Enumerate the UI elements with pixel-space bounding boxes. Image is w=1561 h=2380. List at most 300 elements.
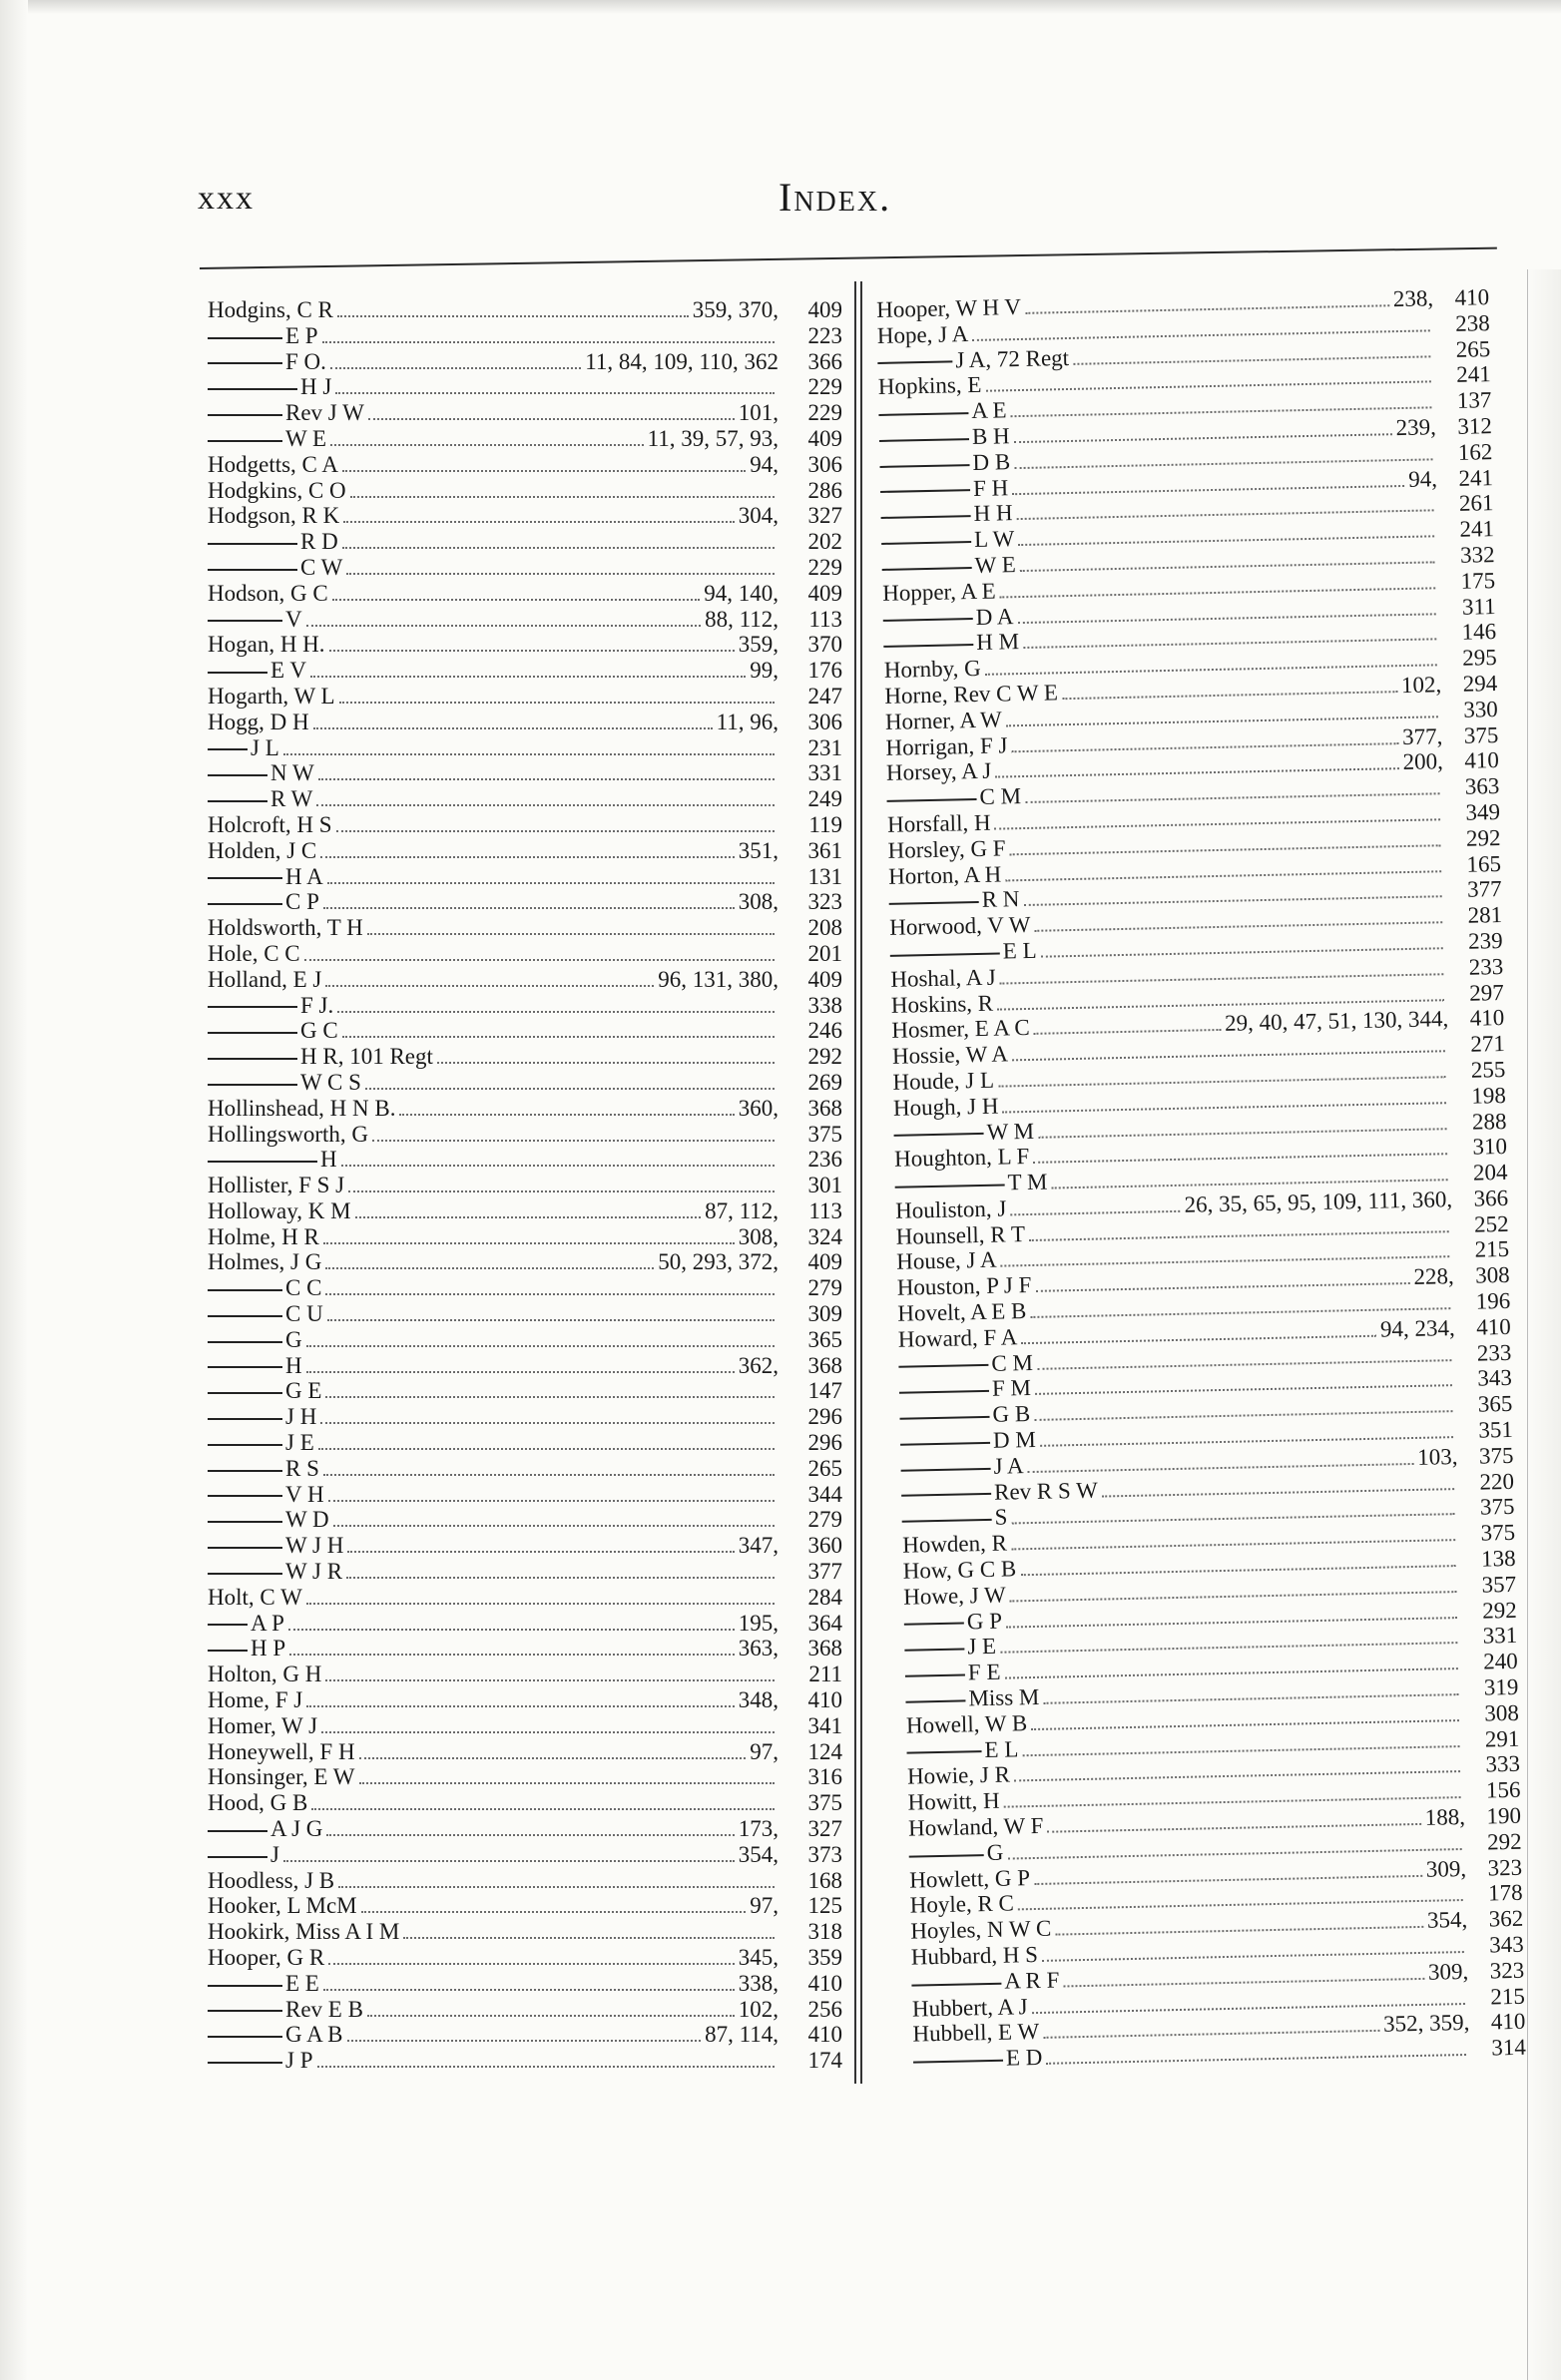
repeat-surname-dash	[895, 1184, 1005, 1188]
entry-name-text: J E	[967, 1634, 997, 1660]
entry-refs: 363,	[738, 1636, 779, 1662]
repeat-surname-dash	[208, 877, 282, 879]
entry-name-text: Horsfall, H	[886, 809, 991, 837]
entry-name	[208, 1842, 279, 1868]
entry-name	[208, 1585, 302, 1611]
entry-name	[886, 783, 1021, 812]
entry-name-text: Rev R S W	[993, 1477, 1099, 1505]
entry-page: 330	[1463, 696, 1499, 722]
entry-page: 211	[808, 1662, 842, 1687]
index-entry	[208, 452, 842, 478]
entry-refs: 238,	[1392, 285, 1434, 312]
repeat-surname-dash	[208, 748, 248, 750]
entry-refs: 195,	[738, 1610, 779, 1636]
entry-name-text: G	[285, 1326, 302, 1352]
entry-name-text: Hubbert, A J	[911, 1993, 1028, 2022]
entry-name	[890, 964, 996, 992]
entry-page: 323	[807, 889, 842, 915]
entry-name	[905, 1684, 1039, 1713]
entry-page: 338	[807, 992, 842, 1018]
entry-page: 366	[807, 348, 842, 374]
repeat-surname-dash	[909, 1854, 984, 1858]
entry-name-text: Hossie, W A	[891, 1041, 1009, 1069]
index-entry	[208, 735, 842, 761]
repeat-surname-dash	[208, 2062, 282, 2064]
repeat-surname-dash	[905, 1699, 965, 1702]
entry-page: 306	[807, 451, 842, 477]
entry-name	[208, 1790, 307, 1816]
entry-page: 311	[1461, 593, 1496, 620]
entry-name	[208, 812, 332, 838]
entry-page: 292	[1486, 1828, 1522, 1855]
entry-page: 375	[1479, 1494, 1515, 1521]
entry-name-text: T M	[1007, 1169, 1048, 1195]
entry-name-text: Hoshal, A J	[890, 964, 996, 992]
entry-name-text: Holme, H R	[208, 1223, 319, 1249]
entry-refs: 359,	[738, 632, 779, 658]
repeat-surname-dash	[208, 543, 297, 545]
entry-name-text: B H	[971, 423, 1010, 450]
leader-dots	[317, 2066, 776, 2068]
entry-name	[885, 707, 1002, 734]
entry-name-text: Hollister, F S J	[208, 1173, 345, 1198]
entry-name	[887, 835, 1005, 863]
entry-page: 246	[807, 1018, 842, 1044]
entry-name-text: Homer, W J	[208, 1712, 318, 1738]
repeat-surname-dash	[900, 1416, 990, 1420]
entry-name-text: A J G	[270, 1816, 323, 1842]
leader-dots	[347, 2040, 702, 2042]
entry-name	[878, 372, 982, 400]
entry-name	[898, 1324, 1018, 1352]
entry-page: 410	[807, 1970, 842, 1996]
leader-dots	[346, 573, 775, 575]
entry-page: 410	[1454, 284, 1490, 310]
entry-refs: 347,	[738, 1533, 779, 1559]
entry-page: 308	[1484, 1699, 1520, 1726]
entry-name-text: G E	[285, 1378, 322, 1404]
entry-page: 296	[807, 1404, 842, 1430]
repeat-surname-dash	[208, 1521, 282, 1523]
entry-name	[208, 452, 338, 478]
entry-name-text: H H	[973, 500, 1013, 527]
repeat-surname-dash	[882, 567, 972, 571]
entry-name-text: Howard, F A	[897, 1324, 1018, 1352]
entry-name-text: N W	[270, 760, 314, 786]
index-entry	[208, 349, 842, 375]
leader-dots	[347, 1551, 734, 1553]
entry-name-text: R N	[981, 886, 1020, 913]
entry-refs: 173,	[738, 1816, 779, 1842]
entry-name-text: Holcroft, H S	[208, 811, 332, 837]
entry-name-text: H J	[300, 374, 332, 400]
leader-dots	[306, 1371, 735, 1373]
entry-refs: 101,	[738, 400, 779, 426]
entry-name	[208, 503, 339, 529]
index-entry	[208, 1842, 842, 1868]
index-entry	[208, 607, 842, 633]
leader-dots	[333, 1525, 775, 1527]
entry-page: 314	[1491, 2034, 1527, 2061]
entry-page: 362	[1488, 1905, 1524, 1932]
entry-name-text: Howell, W B	[905, 1709, 1028, 1738]
entry-page: 312	[1457, 413, 1493, 439]
entry-name	[208, 1327, 302, 1353]
repeat-surname-dash	[881, 515, 971, 519]
index-entry	[208, 555, 842, 581]
repeat-surname-dash	[883, 618, 973, 622]
entry-page: 327	[807, 1816, 842, 1842]
entry-name	[208, 941, 300, 967]
leader-dots	[316, 804, 775, 806]
entry-refs: 308,	[738, 1223, 779, 1249]
repeat-surname-dash	[208, 1985, 282, 1987]
repeat-surname-dash	[208, 362, 282, 364]
entry-refs: 11, 96,	[716, 709, 779, 734]
index-entry	[208, 1790, 842, 1816]
entry-name-text: Hooper, G R	[208, 1945, 325, 1970]
index-entry	[208, 864, 842, 890]
repeat-surname-dash	[208, 1830, 267, 1832]
leader-dots	[338, 1886, 775, 1888]
entry-refs: 96, 131, 380,	[658, 966, 779, 992]
repeat-surname-dash	[208, 620, 282, 622]
entry-name-text: Horne, Rev C W E	[884, 680, 1059, 709]
entry-name	[889, 912, 1031, 941]
entry-name-text: How, G C B	[902, 1556, 1017, 1584]
entry-name-text: Horsley, G F	[887, 835, 1006, 863]
index-entry	[208, 1018, 842, 1044]
repeat-surname-dash	[208, 1032, 297, 1034]
repeat-surname-dash	[902, 1519, 992, 1523]
index-entry	[208, 1687, 842, 1713]
repeat-surname-dash	[208, 1315, 282, 1317]
entry-name-text: G A B	[285, 2022, 343, 2048]
entry-page: 368	[807, 1095, 842, 1121]
header-rule	[200, 247, 1497, 269]
entry-name	[208, 1507, 329, 1533]
entry-name-text: Hough, J H	[892, 1093, 999, 1121]
entry-name-text: Rev E B	[285, 1996, 363, 2022]
entry-page: 366	[1473, 1185, 1509, 1211]
entry-name-text: W D	[285, 1507, 329, 1533]
entry-name	[208, 1533, 343, 1559]
repeat-surname-dash	[880, 489, 970, 493]
entry-name-text: H	[320, 1147, 337, 1173]
entry-name	[208, 786, 312, 812]
index-entry	[208, 889, 842, 915]
entry-name	[208, 1636, 285, 1662]
entry-name	[208, 735, 279, 761]
entry-page: 359	[807, 1945, 842, 1970]
entry-name	[208, 478, 346, 504]
entry-name-text: Hope, J A	[876, 320, 969, 348]
index-entry	[208, 1585, 842, 1611]
entry-page: 319	[1483, 1673, 1519, 1700]
leader-dots	[325, 1267, 654, 1269]
leader-dots	[321, 1731, 775, 1733]
leader-dots	[306, 1345, 775, 1347]
entry-page: 168	[807, 1867, 842, 1893]
leader-dots	[323, 1474, 775, 1476]
leader-dots	[342, 1036, 775, 1038]
entry-name	[891, 990, 994, 1018]
index-entry	[208, 1997, 842, 2023]
entry-name	[208, 1096, 395, 1122]
entry-name	[884, 680, 1058, 709]
entry-name	[208, 323, 318, 349]
entry-name	[904, 1608, 1003, 1636]
entry-name	[897, 1272, 1032, 1301]
leader-dots	[403, 1937, 775, 1939]
entry-name-text: Hoyles, N W C	[910, 1915, 1052, 1944]
entry-name-text: W J H	[285, 1533, 344, 1559]
repeat-surname-dash	[880, 464, 970, 468]
entry-name	[208, 967, 321, 993]
entry-page: 288	[1471, 1108, 1507, 1135]
entry-page: 233	[1468, 953, 1504, 980]
entry-name-text: J H	[285, 1404, 317, 1430]
leader-dots	[283, 1860, 735, 1862]
entry-refs: 102,	[738, 1996, 779, 2022]
entry-name	[909, 1865, 1030, 1893]
repeat-surname-dash	[208, 414, 282, 416]
entry-name	[910, 1916, 1052, 1945]
entry-name	[208, 1173, 344, 1198]
entry-page: 174	[807, 2048, 842, 2074]
entry-page: 113	[808, 1197, 842, 1223]
index-entry	[208, 1739, 842, 1765]
entry-name-text: Holland, E J	[208, 966, 322, 992]
entry-name	[897, 1298, 1027, 1326]
entry-name	[890, 938, 1037, 967]
index-entry	[208, 1713, 842, 1739]
entry-page: 365	[1477, 1391, 1513, 1417]
entry-page: 327	[807, 503, 842, 529]
index-entry	[208, 684, 842, 710]
entry-name-text: Horrigan, F J	[885, 731, 1008, 760]
entry-refs: 239,	[1395, 414, 1437, 441]
entry-name	[903, 1582, 1006, 1610]
repeat-surname-dash	[901, 1493, 991, 1497]
index-entry	[208, 1893, 842, 1919]
index-entry	[208, 529, 842, 555]
entry-page: 279	[807, 1275, 842, 1301]
entry-name-text: Miss M	[968, 1683, 1040, 1711]
entry-name	[208, 1764, 355, 1790]
index-entry	[208, 1945, 842, 1971]
entry-refs: 188,	[1424, 1803, 1466, 1830]
leader-dots	[1047, 2054, 1467, 2065]
entry-name	[893, 1093, 999, 1121]
leader-dots	[367, 2015, 735, 2017]
entry-page: 261	[1458, 490, 1494, 517]
index-entry	[208, 478, 842, 504]
entry-name	[208, 993, 333, 1019]
repeat-surname-dash	[907, 1750, 982, 1754]
repeat-surname-dash	[900, 1442, 990, 1446]
entry-name-text: Howe, J W	[903, 1582, 1006, 1610]
index-entry	[208, 1044, 842, 1070]
entry-name-text: Horsey, A J	[885, 758, 992, 786]
entry-name-text: W M	[986, 1118, 1035, 1145]
entry-name-text: C M	[991, 1349, 1034, 1376]
entry-name	[898, 1350, 1033, 1379]
entry-page: 279	[807, 1507, 842, 1533]
entry-name	[208, 400, 364, 426]
entry-name	[908, 1813, 1044, 1842]
entry-name-text: W J R	[285, 1559, 343, 1585]
repeat-surname-dash	[208, 1444, 282, 1446]
repeat-surname-dash	[208, 1650, 248, 1652]
entry-name	[901, 1505, 1007, 1533]
entry-refs: 348,	[738, 1687, 779, 1713]
entry-page: 247	[807, 683, 842, 709]
entry-page: 176	[807, 658, 842, 684]
repeat-surname-dash	[208, 569, 297, 571]
leader-dots	[304, 959, 775, 961]
index-entry	[208, 1404, 842, 1430]
entry-page: 241	[1455, 361, 1492, 388]
entry-page: 265	[1455, 335, 1491, 362]
entry-page: 331	[807, 760, 842, 786]
entry-page: 162	[1457, 438, 1493, 465]
entry-name	[208, 1070, 361, 1096]
entry-page: 333	[1485, 1751, 1521, 1777]
entry-page: 410	[1475, 1313, 1511, 1340]
leader-dots	[306, 625, 701, 627]
entry-name	[908, 1839, 1003, 1867]
leader-dots	[311, 1808, 775, 1810]
entry-name-text: C C	[285, 1275, 322, 1301]
entry-page: 137	[1456, 387, 1492, 414]
entry-name-text: Hornby, G	[883, 656, 981, 684]
leader-dots	[343, 521, 734, 523]
entry-page: 297	[1468, 979, 1504, 1006]
leader-dots	[1034, 1029, 1221, 1035]
entry-page: 351	[1478, 1416, 1514, 1443]
index-entry	[208, 710, 842, 735]
index-entry	[208, 1482, 842, 1508]
entry-name	[208, 1147, 337, 1173]
index-entry	[208, 581, 842, 607]
entry-name-text: F M	[991, 1375, 1032, 1402]
entry-page: 233	[1476, 1339, 1512, 1366]
entry-name	[208, 1868, 334, 1894]
entry-name-text: Holmes, J G	[208, 1249, 322, 1275]
entry-page: 308	[1474, 1262, 1510, 1288]
entry-name-text: Hodgins, C R	[208, 297, 333, 322]
entry-name	[894, 1144, 1030, 1173]
entry-refs: 88, 112,	[705, 606, 779, 632]
entry-name-text: J	[270, 1841, 279, 1867]
entry-page: 301	[807, 1173, 842, 1198]
entry-name	[886, 758, 992, 786]
entry-page: 249	[807, 786, 842, 812]
entry-page: 361	[807, 837, 842, 863]
entry-name-text: W E	[285, 425, 327, 451]
repeat-surname-dash	[208, 1573, 282, 1575]
entry-refs: 87, 112,	[705, 1197, 779, 1223]
leader-dots	[326, 1834, 734, 1836]
repeat-surname-dash	[208, 1547, 282, 1549]
entry-name-text: Howlett, G P	[908, 1864, 1031, 1893]
entry-name	[208, 1971, 319, 1997]
entry-name	[899, 1375, 1032, 1404]
entry-name-text: V	[285, 606, 302, 632]
entry-name	[208, 889, 319, 915]
repeat-surname-dash	[913, 2060, 1003, 2064]
entry-name-text: F H	[972, 474, 1009, 501]
entry-name	[906, 1710, 1028, 1738]
entry-page: 295	[1461, 645, 1497, 671]
entry-name	[208, 658, 306, 684]
entry-refs: 362,	[738, 1352, 779, 1378]
entry-name	[907, 1788, 1000, 1816]
entry-page: 375	[807, 1121, 842, 1147]
entry-name	[208, 374, 331, 400]
leader-dots	[318, 778, 775, 780]
index-entry	[208, 993, 842, 1019]
index-entry	[208, 1456, 842, 1482]
index-entry	[208, 1122, 842, 1148]
entry-name-text: Hoskins, R	[890, 990, 994, 1018]
entry-refs: 50, 293, 372,	[658, 1249, 779, 1275]
entry-name	[208, 607, 302, 633]
entry-page: 292	[807, 1044, 842, 1070]
leader-dots	[367, 933, 775, 935]
entry-page: 292	[1465, 824, 1501, 851]
leader-dots	[325, 1396, 775, 1398]
entry-page: 410	[807, 2022, 842, 2048]
leader-dots	[341, 1165, 775, 1167]
entry-name	[208, 1378, 321, 1404]
entry-page: 138	[1480, 1545, 1516, 1572]
entry-page: 344	[807, 1481, 842, 1507]
entry-name-text: Honeywell, F H	[208, 1738, 355, 1764]
entry-name	[208, 581, 328, 607]
entry-name-text: Hogan, H H.	[208, 632, 325, 658]
entry-page: 241	[1459, 516, 1495, 542]
entry-name	[208, 1224, 319, 1250]
entry-page: 252	[1473, 1210, 1509, 1237]
entry-name-text: H M	[976, 629, 1020, 656]
entry-name	[893, 1118, 1034, 1147]
entry-page: 375	[1480, 1520, 1516, 1546]
entry-name-text: R D	[300, 529, 338, 555]
entry-page: 236	[807, 1147, 842, 1173]
entry-refs: 97,	[750, 1893, 779, 1919]
repeat-surname-dash	[879, 438, 969, 442]
entry-name-text: D M	[992, 1426, 1037, 1453]
entry-name	[208, 1122, 368, 1148]
leader-dots	[336, 830, 775, 832]
repeat-surname-dash	[208, 672, 267, 674]
index-entry	[208, 941, 842, 967]
entry-name-text: Home, F J	[208, 1687, 303, 1713]
repeat-surname-dash	[881, 541, 971, 545]
leader-dots	[328, 1500, 775, 1502]
entry-name-text: Hopkins, E	[877, 372, 982, 400]
entry-name	[208, 1739, 355, 1765]
entry-name	[884, 656, 981, 684]
entry-name	[885, 732, 1008, 760]
entry-page: 284	[807, 1584, 842, 1610]
index-entry	[208, 838, 842, 864]
entry-name	[877, 345, 1069, 375]
entry-name	[907, 1762, 1010, 1790]
repeat-surname-dash	[904, 1649, 964, 1652]
